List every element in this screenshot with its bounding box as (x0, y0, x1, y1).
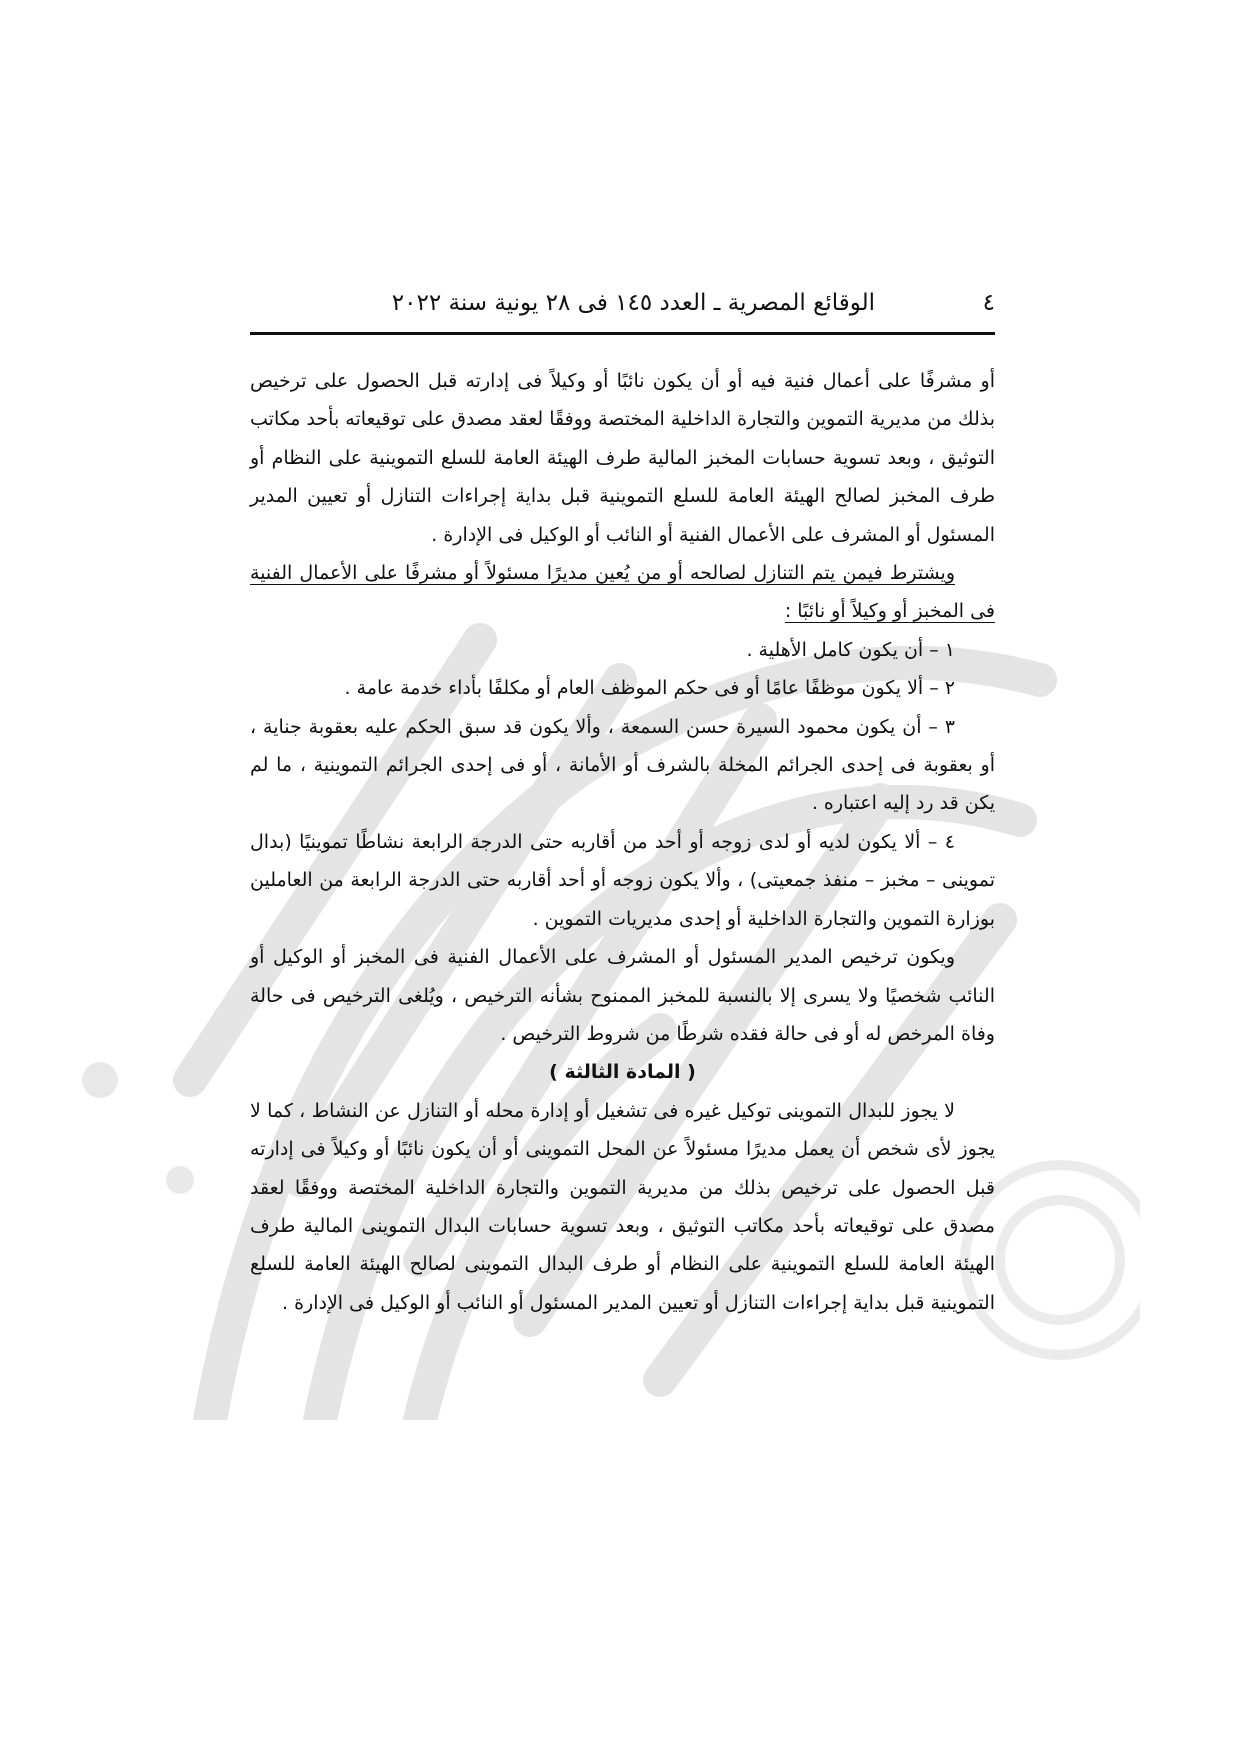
header-rule (250, 332, 995, 335)
paragraph-conditions-intro: ويشترط فيمن يتم التنازل لصالحه أو من يُعين مديرًا مسئولاً أو مشرفًا على الأعمال الفنية فى المخبز أو وكيلاً أو نائبًا : (250, 562, 995, 623)
gazette-title: الوقائع المصرية ـ العدد ١٤٥ فى ٢٨ يونية سنة ٢٠٢٢ (391, 290, 875, 316)
document-body (250, 362, 995, 1322)
condition-item-3: ٣ – أن يكون محمود السيرة حسن السمعة ، وألا يكون قد سبق الحكم عليه بعقوبة جناية ، أو بعقوبة فى إحدى الجرائم المخلة بالشرف أو الأمانة ، أو فى إحدى الجرائم التموينية ، ما لم يكن قد رد إليه اعتباره . (250, 715, 995, 815)
condition-item-4: ٤ – ألا يكون لديه أو لدى زوجه أو أحد من أقاربه حتى الدرجة الرابعة نشاطًا تموينيًا (بدال تموينى – مخبز – منفذ جمعيتى) ، وألا يكون زوجه أو أحد أقاربه حتى الدرجة الرابعة من العاملين بوزارة التموين والتجارة الداخلية أو إحدى مديريات التموين . (250, 830, 995, 930)
article-heading: ( المادة الثالثة ) (549, 1061, 696, 1084)
page-header (250, 288, 995, 324)
paragraph-license-personal: ويكون ترخيص المدير المسئول أو المشرف على الأعمال الفنية فى المخبز أو الوكيل أو النائب شخصيًا ولا يسرى إلا بالنسبة للمخبز الممنوح بشأنه الترخيص ، ويُلغى الترخيص فى حالة وفاة المرخص له أو فى حالة فقده شرطًا من شروط الترخيص . (250, 946, 995, 1045)
paragraph-article-three: لا يجوز للبدال التموينى توكيل غيره فى تشغيل أو إدارة محله أو التنازل عن النشاط ، كما لا يجوز لأى شخص أن يعمل مديرًا مسئولاً عن المحل التموينى أو أن يكون نائبًا أو وكيلاً فى إدارته قبل الحصول على ترخيص بذلك من مديرية التموين والتجارة الداخلية المختصة ووفقًا لعقد مصدق على توقيعاته بأحد مكاتب التوثيق ، وبعد تسوية حسابات البدال التموينى المالية طرف الهيئة العامة للسلع التموينية على النظام أو طرف البدال التموينى لصالح الهيئة العامة للسلع التموينية قبل بداية إجراءات التنازل أو تعيين المدير المسئول أو النائب أو الوكيل فى الإدارة . (250, 1099, 995, 1314)
paragraph-continuation: أو مشرفًا على أعمال فنية فيه أو أن يكون نائبًا أو وكيلاً فى إدارته قبل الحصول على ترخيص بذلك من مديرية التموين والتجارة الداخلية المختصة ووفقًا لعقد مصدق على توقيعاته بأحد مكاتب التوثيق ، وبعد تسوية حسابات المخبز المالية طرف الهيئة العامة للسلع التموينية على النظام أو طرف المخبز لصالح الهيئة العامة للسلع التموينية قبل بداية إجراءات التنازل أو تعيين المدير المسئول أو المشرف على الأعمال الفنية أو النائب أو الوكيل فى الإدارة . (250, 370, 995, 546)
condition-item-1: ١ – أن يكون كامل الأهلية . (746, 638, 955, 661)
condition-item-2: ٢ – ألا يكون موظفًا عامًا أو فى حكم الموظف العام أو مكلفًا بأداء خدمة عامة . (344, 677, 955, 700)
page-number: ٤ (982, 290, 995, 316)
